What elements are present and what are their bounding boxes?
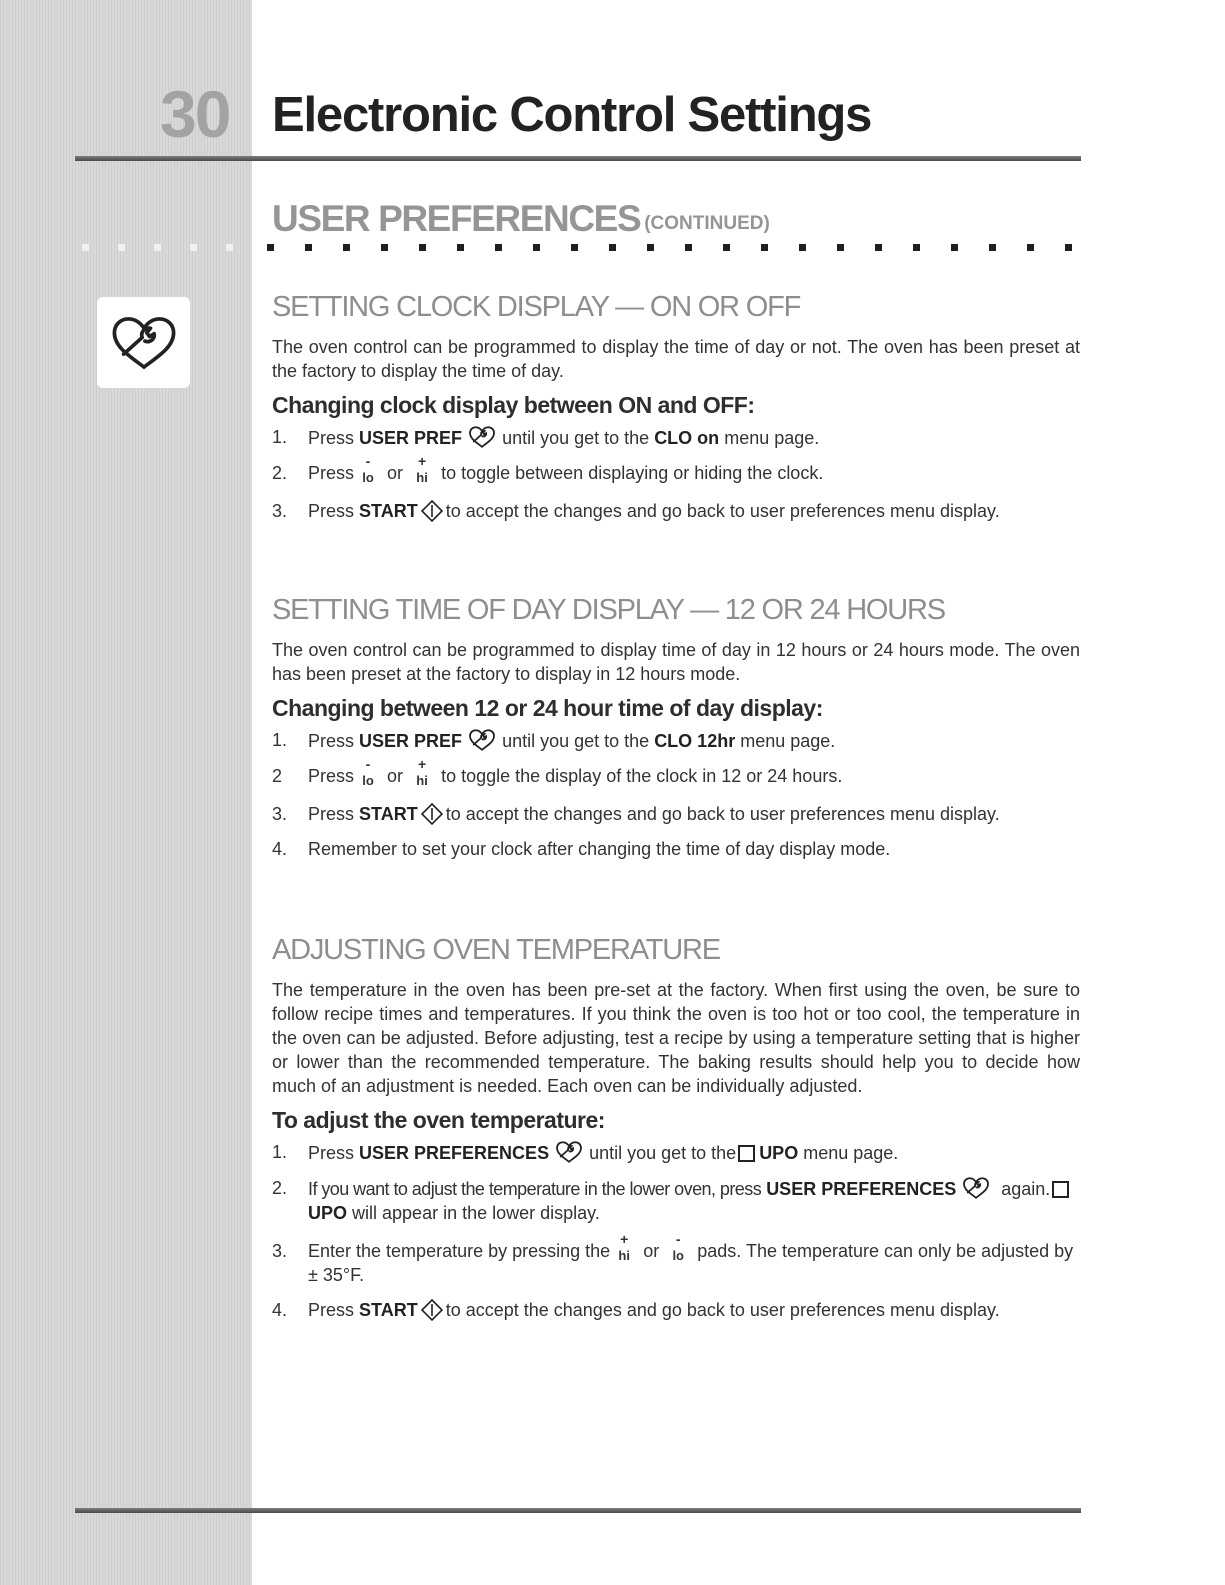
list-item: 1. Press USER PREF until you get to the CLO 12hr menu page. — [272, 730, 836, 751]
clock-display-steps — [272, 425, 1080, 523]
oven-temp-heading: ADJUSTING OVEN TEMPERATURE — [272, 934, 720, 966]
start-diamond-icon — [421, 803, 443, 825]
hi-pad: + hi — [618, 1231, 630, 1263]
heart-wrench-icon — [465, 728, 499, 752]
clock-display-intro: The oven control can be programmed to display the time of day or not. The oven has been preset at the factory to display the time of day. — [272, 337, 1080, 381]
list-item: 2. Press - lo or + hi to toggle between displaying or hiding the clock. — [272, 453, 824, 485]
time-display-instructions-title: Changing between 12 or 24 hour time of day display: — [272, 695, 823, 721]
page-title: Electronic Control Settings — [272, 88, 872, 142]
section-continued: (CONTINUED) — [644, 213, 770, 234]
heart-wrench-icon — [552, 1140, 586, 1164]
time-display-section — [272, 590, 1080, 872]
time-display-intro: The oven control can be programmed to display time of day in 12 hours or 24 hours mode. The oven has been preset at the factory to display in 12 hours mode. — [272, 640, 1080, 684]
clock-display-heading: SETTING CLOCK DISPLAY — ON OR OFF — [272, 291, 801, 323]
list-item: 2 Press - lo or + hi to toggle the display of the clock in 12 or 24 hours. — [272, 756, 843, 788]
square-icon — [738, 1145, 755, 1162]
clock-display-instructions-title: Changing clock display between ON and OFF: — [272, 392, 755, 418]
oven-temp-steps — [272, 1140, 1080, 1322]
header-rule — [75, 156, 1081, 161]
list-item: 4. Press START to accept the changes and go back to user preferences menu display. — [272, 1300, 1000, 1320]
lo-pad: - lo — [362, 453, 374, 485]
hi-pad: + hi — [416, 756, 428, 788]
lo-pad: - lo — [362, 756, 374, 788]
list-item: 1. Press USER PREF until you get to the CLO on menu page. — [272, 427, 820, 448]
oven-temp-section — [272, 930, 1080, 1333]
heart-wrench-icon — [107, 312, 181, 374]
square-icon — [1052, 1181, 1069, 1198]
user-pref-icon-box — [97, 297, 190, 388]
list-item: 2. If you want to adjust the temperature in the lower oven, press USER PREFERENCES again.UPO will appear in the lower display. — [272, 1176, 1080, 1225]
list-item: 3. Enter the temperature by pressing the + hi or - lo pads. The temperature can only be adjusted by ± 35°F. — [272, 1231, 1074, 1285]
oven-temp-intro: The temperature in the oven has been pre-set at the factory. When first using the oven, be sure to follow recipe times and temperatures. If you think the oven is too hot or too cool, the temperature in the oven can be adjusted. Before adjusting, test a recipe by using a temperature setting that is higher or lower than the recommended temperature. The baking results should help you to decide how much of an adjustment is needed. Each oven can be individually adjusted. — [272, 980, 1080, 1096]
start-diamond-icon — [421, 500, 443, 522]
hi-pad: + hi — [416, 453, 428, 485]
list-item: 3. Press START to accept the changes and go back to user preferences menu display. — [272, 804, 1000, 824]
list-item: 4. Remember to set your clock after changing the time of day display mode. — [272, 839, 891, 859]
heart-wrench-icon — [959, 1176, 993, 1200]
time-display-steps — [272, 728, 1080, 861]
list-item: 3. Press START to accept the changes and go back to user preferences menu display. — [272, 501, 1000, 521]
section-heading — [272, 196, 770, 247]
footer-rule — [75, 1508, 1081, 1513]
dotted-divider — [0, 244, 1081, 254]
time-display-heading: SETTING TIME OF DAY DISPLAY — 12 OR 24 HOURS — [272, 594, 945, 626]
sidebar-band — [0, 0, 252, 1585]
oven-temp-instructions-title: To adjust the oven temperature: — [272, 1107, 605, 1133]
start-diamond-icon — [421, 1299, 443, 1321]
page-number: 30 — [160, 77, 230, 151]
heart-wrench-icon — [465, 425, 499, 449]
section-title: USER PREFERENCES — [272, 198, 641, 239]
clock-display-section — [272, 287, 1080, 534]
list-item: 1. Press USER PREFERENCES until you get to the UPO menu page. — [272, 1142, 899, 1163]
lo-pad: - lo — [672, 1231, 684, 1263]
